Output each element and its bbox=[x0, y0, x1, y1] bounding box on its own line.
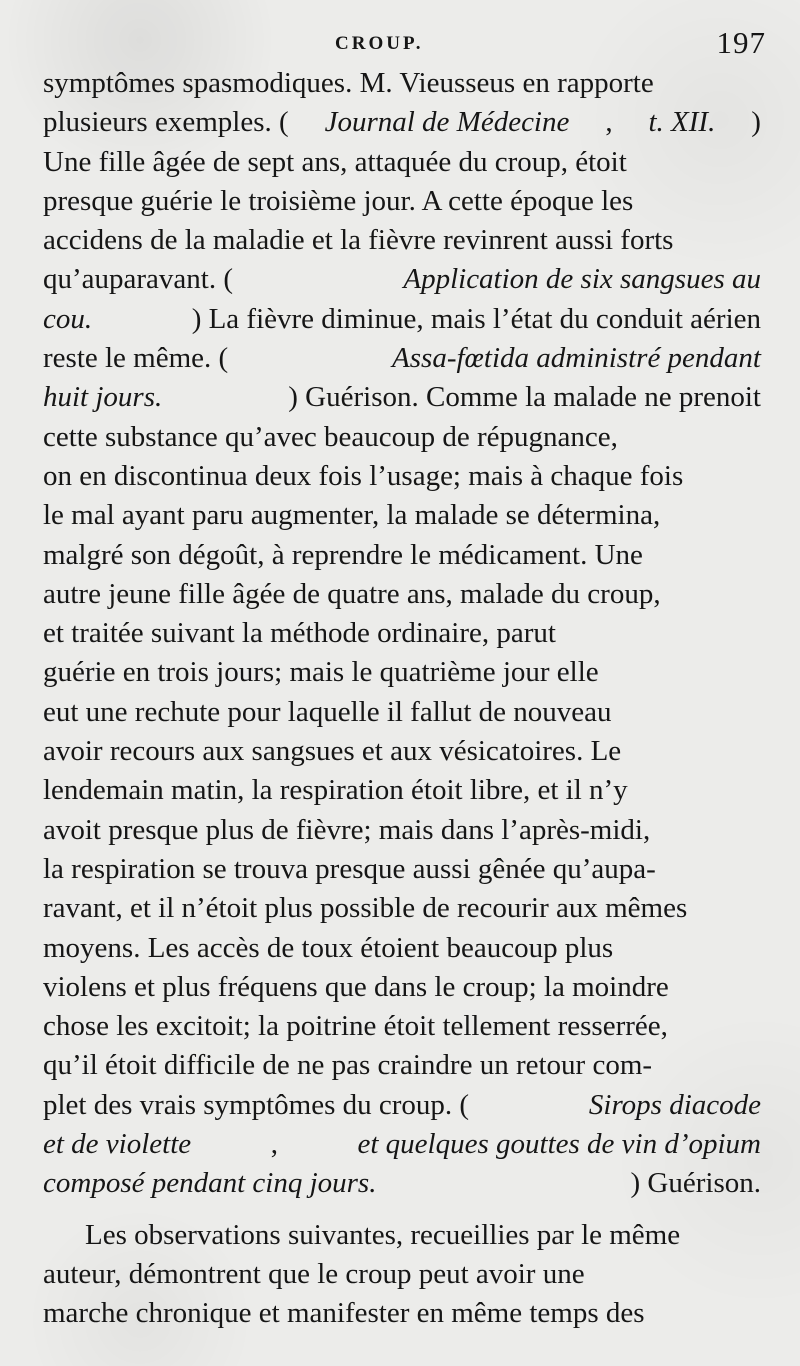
text-segment: qu’il étoit difficile de ne pas craindre un retour com- bbox=[43, 1049, 653, 1082]
italic-text-segment: t. XII. bbox=[648, 106, 716, 139]
text-segment: la respiration se trouva presque aussi gênée qu’aupa- bbox=[43, 852, 656, 885]
text-line bbox=[43, 103, 761, 142]
text-segment: , bbox=[605, 106, 613, 139]
page-number: 197 bbox=[716, 25, 766, 60]
text-line bbox=[43, 811, 761, 850]
text-line bbox=[43, 1294, 761, 1333]
text-segment: violens et plus fréquens que dans le croup; la moindre bbox=[43, 970, 669, 1003]
text-segment: reste le même. ( bbox=[43, 342, 229, 375]
text-segment: on en discontinua deux fois l’usage; mais à chaque fois bbox=[43, 459, 684, 492]
text-line bbox=[43, 536, 761, 575]
text-segment: ravant, et il n’étoit plus possible de recourir aux mêmes bbox=[43, 892, 688, 925]
text-segment: Une fille âgée de sept ans, attaquée du croup, étoit bbox=[43, 145, 627, 178]
italic-text-segment: cou. bbox=[43, 302, 93, 335]
text-segment: moyens. Les accès de toux étoient beaucoup plus bbox=[43, 931, 614, 964]
italic-text-segment: Sirops diacode bbox=[588, 1088, 761, 1121]
text-segment: malgré son dégoût, à reprendre le médicament. Une bbox=[43, 538, 643, 571]
text-line bbox=[43, 1125, 761, 1164]
text-segment: qu’auparavant. ( bbox=[43, 263, 234, 296]
text-segment: accidens de la maladie et la fièvre revinrent aussi forts bbox=[43, 224, 674, 257]
text-segment: ) Guérison. Comme la malade ne prenoit bbox=[288, 381, 761, 414]
text-segment: , bbox=[270, 1128, 278, 1161]
text-line bbox=[43, 260, 761, 299]
text-segment: symptômes spasmodiques. M. Vieusseus en rapporte bbox=[43, 67, 654, 99]
text-line bbox=[43, 929, 761, 968]
text-line bbox=[43, 1046, 761, 1085]
italic-text-segment: et de violette bbox=[43, 1128, 192, 1161]
text-line bbox=[43, 889, 761, 928]
page-body-text bbox=[43, 64, 761, 1334]
text-segment: plusieurs exemples. ( bbox=[43, 106, 289, 139]
text-line bbox=[43, 1164, 761, 1203]
italic-text-segment: composé pendant cinq jours. bbox=[43, 1167, 377, 1200]
text-segment: guérie en trois jours; mais le quatrième jour elle bbox=[43, 656, 599, 689]
text-line bbox=[43, 221, 761, 260]
paragraph-gap bbox=[43, 1204, 761, 1216]
text-line bbox=[43, 143, 761, 182]
text-segment: autre jeune fille âgée de quatre ans, malade du croup, bbox=[43, 577, 661, 610]
text-line bbox=[43, 1216, 761, 1255]
text-segment: marche chronique et manifester en même temps des bbox=[43, 1297, 645, 1330]
text-line bbox=[43, 496, 761, 535]
text-segment: lendemain matin, la respiration étoit libre, et il n’y bbox=[43, 774, 628, 807]
page-header bbox=[0, 23, 800, 63]
italic-text-segment: huit jours. bbox=[43, 381, 163, 414]
text-line bbox=[43, 64, 761, 103]
text-segment: presque guérie le troisième jour. A cette époque les bbox=[43, 184, 634, 217]
text-line bbox=[43, 968, 761, 1007]
italic-text-segment: Application de six sangsues au bbox=[403, 263, 761, 296]
text-line bbox=[43, 1086, 761, 1125]
text-segment: avoir recours aux sangsues et aux vésicatoires. Le bbox=[43, 735, 622, 768]
text-segment: eut une rechute pour laquelle il fallut de nouveau bbox=[43, 695, 612, 728]
text-line bbox=[43, 575, 761, 614]
italic-text-segment: et quelques gouttes de vin d’opium bbox=[357, 1128, 761, 1161]
text-segment: Les observations suivantes, recueillies par le même bbox=[85, 1218, 681, 1251]
italic-text-segment: Assa-fœtida administré pendant bbox=[392, 342, 761, 375]
text-line bbox=[43, 693, 761, 732]
text-line bbox=[43, 378, 761, 417]
text-line bbox=[43, 1255, 761, 1294]
text-segment: plet des vrais symptômes du croup. ( bbox=[43, 1088, 470, 1121]
text-line bbox=[43, 850, 761, 889]
text-segment: chose les excitoit; la poitrine étoit tellement resserrée, bbox=[43, 1010, 668, 1043]
text-segment: ) bbox=[751, 106, 761, 139]
running-head: CROUP. bbox=[335, 33, 424, 54]
text-line bbox=[43, 339, 761, 378]
text-segment: avoit presque plus de fièvre; mais dans l’après-midi, bbox=[43, 813, 651, 846]
text-segment: auteur, démontrent que le croup peut avoir une bbox=[43, 1257, 585, 1290]
text-line bbox=[43, 457, 761, 496]
text-line bbox=[43, 653, 761, 692]
text-segment: ) La fièvre diminue, mais l’état du conduit aérien bbox=[191, 302, 761, 335]
text-line bbox=[43, 182, 761, 221]
text-line bbox=[43, 1007, 761, 1046]
text-segment: le mal ayant paru augmenter, la malade se détermina, bbox=[43, 499, 661, 532]
text-line bbox=[43, 614, 761, 653]
text-line bbox=[43, 300, 761, 339]
text-line bbox=[43, 771, 761, 810]
text-segment: ) Guérison. bbox=[630, 1167, 761, 1200]
text-line bbox=[43, 418, 761, 457]
text-line bbox=[43, 732, 761, 771]
text-segment: et traitée suivant la méthode ordinaire, parut bbox=[43, 617, 556, 650]
text-segment: cette substance qu’avec beaucoup de répugnance, bbox=[43, 420, 618, 453]
italic-text-segment: Journal de Médecine bbox=[324, 106, 570, 139]
